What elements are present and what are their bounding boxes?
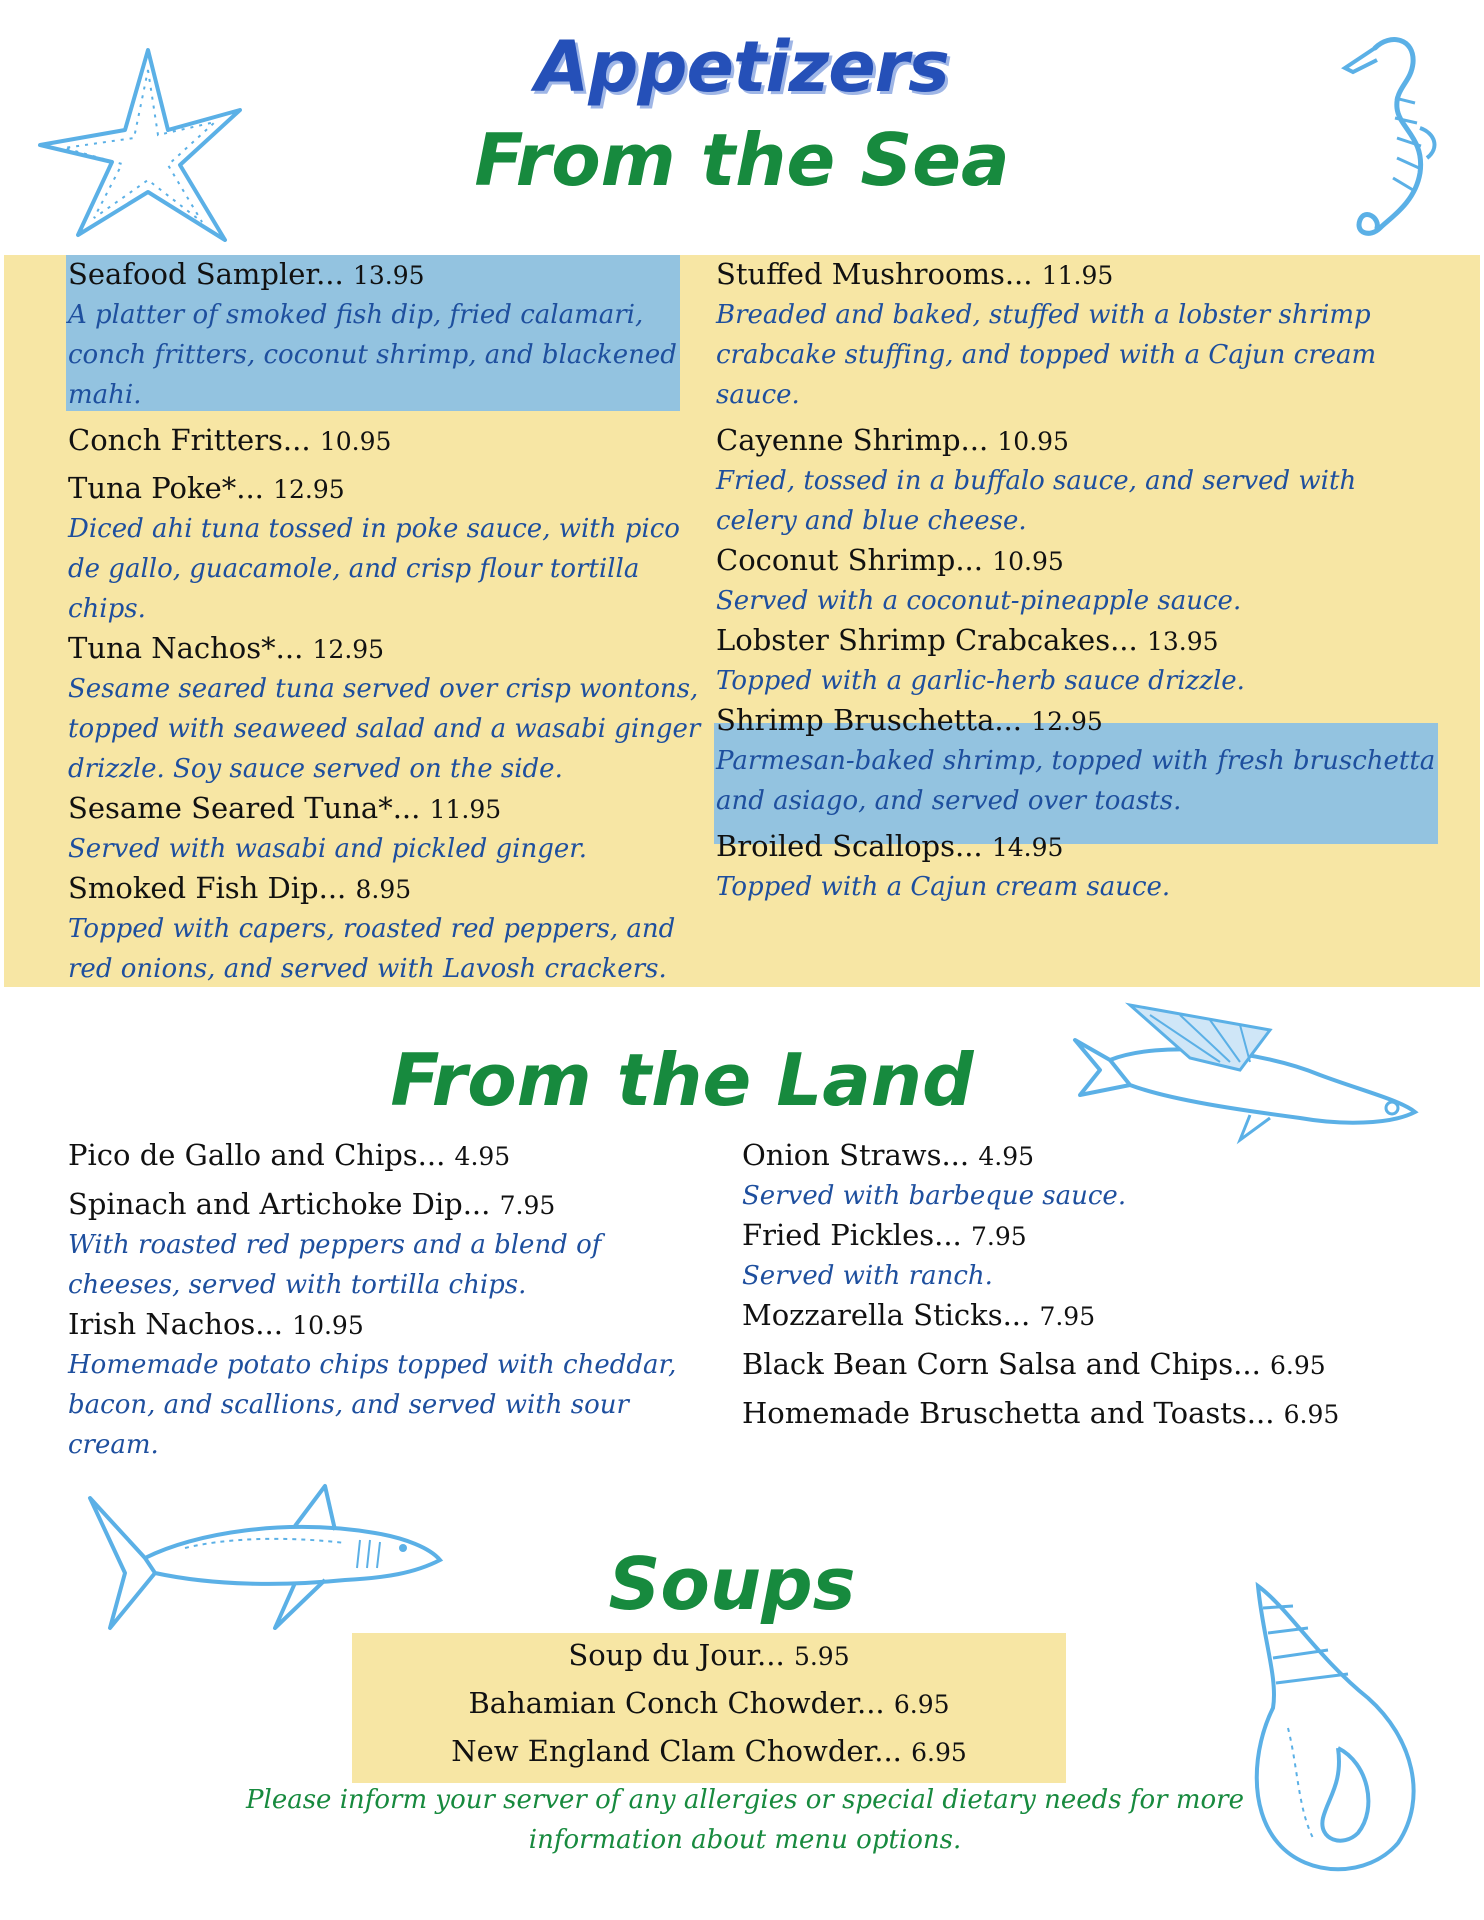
item-description: Topped with capers, roasted red peppers, and red onions, and served with Lavosh crackers. (68, 914, 676, 984)
soup-item (352, 1680, 1066, 1728)
item-price: 10.95 (292, 1311, 364, 1340)
item-name: Irish Nachos... (68, 1307, 283, 1341)
soup-item (352, 1728, 1066, 1776)
item-description: Breaded and baked, stuffed with a lobster shrimp crabcake stuffing, and topped with a Cajun cream sauce. (716, 300, 1377, 410)
item-description: Topped with a Cajun cream sauce. (716, 872, 1171, 902)
item-price: 11.95 (429, 795, 502, 824)
item-name: New England Clam Chowder... (451, 1734, 902, 1768)
item-name: Tuna Nachos*... (68, 631, 304, 665)
soup-item (352, 1632, 1066, 1680)
item-price: 12.95 (1031, 707, 1103, 736)
heading-from-the-land: From the Land (390, 1038, 974, 1122)
item-price: 4.95 (978, 1142, 1035, 1171)
menu-item (742, 1216, 1442, 1296)
item-name: Lobster Shrimp Crabcakes... (716, 623, 1138, 657)
item-name: Broiled Scallops... (716, 829, 983, 863)
item-name: Seafood Sampler... (68, 257, 344, 291)
menu-item (742, 1345, 1442, 1385)
item-name: Pico de Gallo and Chips... (68, 1138, 446, 1172)
menu-item (742, 1136, 1442, 1216)
item-description: Parmesan-baked shrimp, topped with fresh bruschetta and asiago, and served over toasts. (716, 746, 1436, 816)
item-price: 7.95 (971, 1222, 1027, 1251)
item-name: Stuffed Mushrooms... (716, 257, 1033, 291)
starfish-icon (30, 40, 260, 250)
item-name: Bahamian Conch Chowder... (468, 1686, 885, 1720)
item-price: 7.95 (499, 1191, 556, 1220)
item-price: 10.95 (997, 427, 1069, 456)
item-price: 5.95 (793, 1642, 850, 1671)
item-description: Sesame seared tuna served over crisp wontons, topped with seaweed salad and a wasabi ginger drizzle. Soy sauce served on the side. (68, 674, 701, 784)
menu-item (68, 869, 708, 989)
menu-item (68, 789, 708, 869)
item-price: 13.95 (352, 261, 425, 290)
item-price: 6.95 (1283, 1400, 1340, 1429)
item-description: Served with wasabi and pickled ginger. (68, 834, 588, 864)
menu-item (68, 1305, 708, 1465)
item-price: 6.95 (911, 1738, 967, 1767)
item-price: 13.95 (1146, 627, 1219, 656)
item-description: Served with a coconut-pineapple sauce. (716, 586, 1242, 616)
menu-item (742, 1296, 1442, 1336)
menu-item (68, 421, 708, 461)
menu-item (68, 1136, 708, 1176)
item-description: Served with barbeque sauce. (742, 1181, 1127, 1211)
menu-item (716, 621, 1436, 701)
item-description: Diced ahi tuna tossed in poke sauce, with pico de gallo, guacamole, and crisp flour tortilla chips. (68, 514, 680, 624)
item-price: 8.95 (355, 875, 412, 904)
item-price: 14.95 (991, 833, 1064, 862)
soups-list (352, 1632, 1066, 1776)
menu-item (742, 1394, 1442, 1434)
item-description: Homemade potato chips topped with cheddar, bacon, and scallions, and served with sour cream. (68, 1350, 677, 1460)
item-name: Tuna Poke*... (68, 471, 264, 505)
sea-right-column (716, 255, 1436, 907)
item-price: 6.95 (893, 1690, 950, 1719)
item-price: 12.95 (273, 475, 345, 504)
item-price: 12.95 (312, 635, 385, 664)
item-description: Topped with a garlic-herb sauce drizzle. (716, 666, 1245, 696)
item-name: Fried Pickles... (742, 1218, 962, 1252)
item-name: Onion Straws... (742, 1138, 970, 1172)
menu-item (716, 827, 1436, 907)
heading-soups: Soups (608, 1542, 856, 1626)
item-price: 11.95 (1041, 261, 1114, 290)
item-name: Cayenne Shrimp... (716, 423, 989, 457)
menu-item (68, 629, 708, 789)
item-name: Mozzarella Sticks... (742, 1298, 1031, 1332)
menu-item (716, 255, 1436, 415)
item-name: Spinach and Artichoke Dip... (68, 1187, 491, 1221)
item-description: A platter of smoked fish dip, fried calamari, conch fritters, coconut shrimp, and blackened mahi. (68, 300, 677, 410)
item-name: Soup du Jour... (568, 1638, 785, 1672)
item-price: 7.95 (1039, 1302, 1096, 1331)
flying-fish-icon (1070, 1000, 1430, 1150)
menu-item (716, 701, 1436, 821)
item-name: Coconut Shrimp... (716, 543, 983, 577)
sea-left-column (68, 255, 708, 989)
seahorse-icon (1335, 28, 1445, 248)
item-description: With roasted red peppers and a blend of cheeses, served with tortilla chips. (68, 1230, 602, 1300)
menu-item (716, 541, 1436, 621)
item-name: Shrimp Bruschetta... (716, 703, 1023, 737)
land-left-column (68, 1136, 708, 1465)
land-right-column (742, 1136, 1442, 1434)
item-name: Sesame Seared Tuna*... (68, 791, 421, 825)
item-name: Conch Fritters... (68, 423, 311, 457)
heading-appetizers: Appetizers (535, 26, 949, 108)
menu-item (716, 421, 1436, 541)
item-price: 6.95 (1270, 1351, 1326, 1380)
item-name: Smoked Fish Dip... (68, 871, 347, 905)
item-price: 4.95 (454, 1142, 511, 1171)
item-description: Fried, tossed in a buffalo sauce, and served with celery and blue cheese. (716, 466, 1357, 536)
item-price: 10.95 (992, 547, 1064, 576)
footer-note: Please inform your server of any allergies or special dietary needs for more information about menu options. (246, 1785, 1244, 1855)
menu-item (68, 255, 708, 415)
item-name: Black Bean Corn Salsa and Chips... (742, 1347, 1261, 1381)
menu-item (68, 469, 708, 629)
item-price: 10.95 (319, 427, 392, 456)
menu-item (68, 1185, 708, 1305)
item-name: Homemade Bruschetta and Toasts... (742, 1396, 1275, 1430)
heading-from-the-sea: From the Sea (474, 118, 1010, 202)
item-description: Served with ranch. (742, 1261, 993, 1291)
